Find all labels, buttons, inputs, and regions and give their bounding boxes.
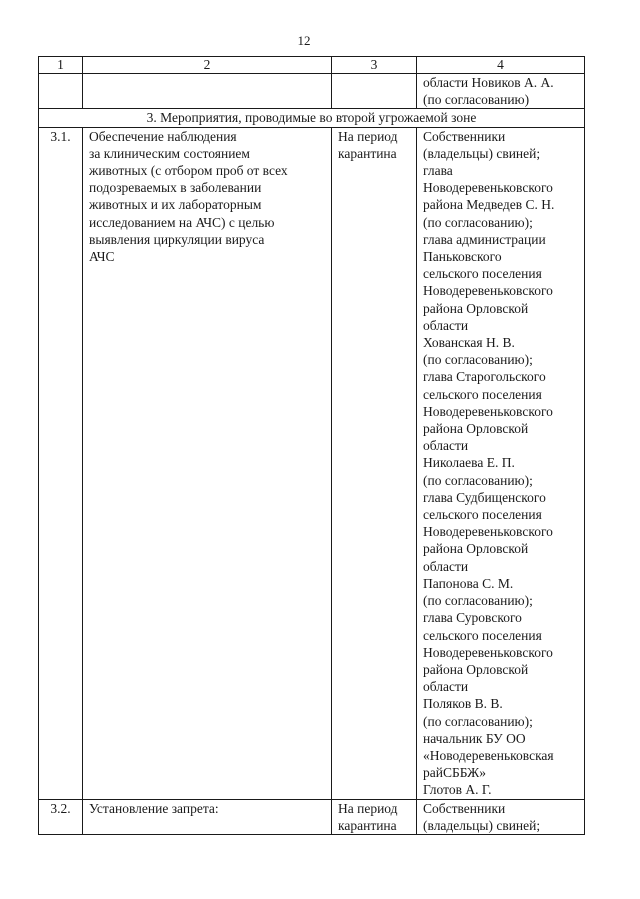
measure-description: Установление запрета:	[83, 799, 332, 834]
period-cell: На период карантина	[332, 799, 417, 834]
column-header: 4	[417, 57, 585, 74]
responsible-cell: Собственники (владельцы) свиней;	[417, 799, 585, 834]
row-number: 3.1.	[39, 127, 83, 799]
text-line: (по согласованию)	[423, 92, 530, 108]
section-title: 3. Мероприятия, проводимые во второй угрожаемой зоне	[39, 109, 585, 127]
column-header: 3	[332, 57, 417, 74]
continuation-row	[39, 74, 585, 109]
table-row	[39, 799, 585, 834]
text-line: области Новиков А. А.	[423, 75, 554, 90]
table-row	[39, 127, 585, 799]
column-header: 2	[83, 57, 332, 74]
row-number: 3.2.	[39, 799, 83, 834]
responsible-cell: Собственники (владельцы) свиней; глава Новодеревеньковского района Медведев С. Н. (по согласованию); глава администрации Паньковского сельского поселения Новодеревеньковского района Орловской области Хованская Н. В. (по согласованию); глава Старогольского сельского поселения Новодеревеньковского района Орловской области Николаева Е. П. (по согласованию); глава Судбищенского сельского поселения Новодеревеньковского района Орловской области Папонова С. М. (по согласованию); глава Суровского сельского поселения Новодеревеньковского района Орловской области Поляков В. В. (по согласованию); начальник БУ ОО «Новодеревеньковская райСББЖ» Глотов А. Г.	[417, 127, 585, 799]
section-row	[39, 109, 585, 127]
measures-table	[38, 56, 585, 835]
column-header: 1	[39, 57, 83, 74]
measure-description: Обеспечение наблюдения за клиническим состоянием животных (с отбором проб от всех подозреваемых в заболевании животных и их лабораторным исследованием на АЧС) с целью выявления циркуляции вируса АЧС	[83, 127, 332, 799]
period-cell: На период карантина	[332, 127, 417, 799]
page-number: 12	[297, 33, 311, 48]
responsible-cell	[417, 74, 585, 109]
column-header-row	[39, 57, 585, 74]
